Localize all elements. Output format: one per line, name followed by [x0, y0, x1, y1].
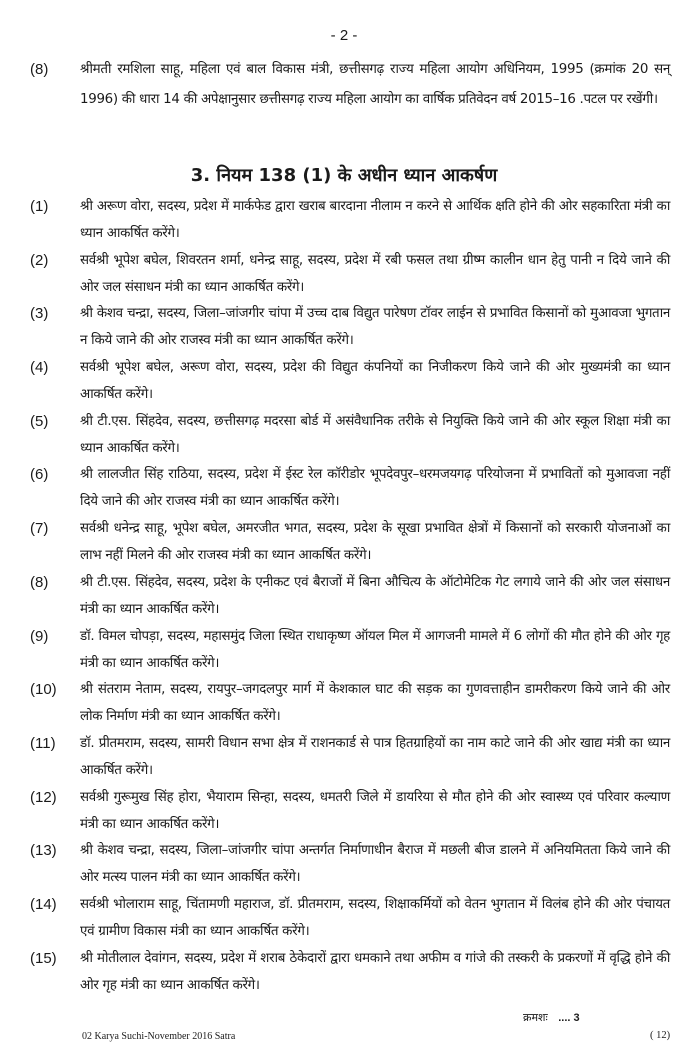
item-text: श्रीमती रमशिला साहू, महिला एवं बाल विकास मंत्री, छत्तीसगढ़ राज्य महिला आयोग अधिनियम, 1995 (क्रमांक 20 सन् 1996) की धारा 14 की अपेक्षानुसार छत्तीसगढ़ राज्य महिला आयोग का वार्षिक प्रतिवेदन वर्ष 2015–16 .पटल पर रखेंगी।	[80, 62, 670, 107]
list-item	[30, 676, 670, 730]
item-text: श्री टी.एस. सिंहदेव, सदस्य, छत्तीसगढ़ मदरसा बोर्ड में असंवैधानिक तरीके से नियुक्ति किये जाने की ओर स्कूल शिक्षा मंत्री का ध्यान आकर्षित करेंगे।	[80, 414, 670, 456]
item-text: श्री केशव चन्द्रा, सदस्य, जिला–जांजगीर चांपा में उच्च दाब विद्युत पारेषण टॉवर लाईन से प्रभावित किसानों को मुआवजा भुगतान न किये जाने की ओर राजस्व मंत्री का ध्यान आकर्षित करेंगे।	[80, 306, 670, 348]
continued-label: क्रमशः	[523, 1011, 548, 1024]
item-number: (10)	[30, 681, 57, 698]
item-number: (7)	[30, 520, 49, 537]
list-item	[30, 837, 670, 891]
list-item	[30, 354, 670, 408]
item-text: सर्वश्री गुरूमुख सिंह होरा, भैयाराम सिन्हा, सदस्य, धमतरी जिले में डायरिया से मौत होने की ओर स्वास्थ्य एवं परिवार कल्याण मंत्री का ध्यान आकर्षित करेंगे।	[80, 790, 670, 832]
item-number: (15)	[30, 950, 57, 967]
continued-marker	[523, 1010, 580, 1025]
item-text: सर्वश्री भूपेश बघेल, शिवरतन शर्मा, धनेन्द्र साहू, सदस्य, प्रदेश में रबी फसल तथा ग्रीष्म कालीन धान हेतु पानी न दिये जाने की ओर जल संसाधन मंत्री का ध्यान आकर्षित करेंगे।	[80, 253, 670, 295]
list-item	[30, 784, 670, 838]
item-number: (2)	[30, 252, 49, 269]
list-item	[30, 945, 670, 999]
section-heading: 3. नियम 138 (1) के अधीन ध्यान आकर्षण	[190, 165, 498, 186]
item-text: श्री मोतीलाल देवांगन, सदस्य, प्रदेश में शराब ठेकेदारों द्वारा धमकाने तथा अफीम व गांजे की तस्करी के प्रकरणों में वृद्धि होने की ओर गृह मंत्री का ध्यान आकर्षित करेंगे।	[80, 951, 670, 993]
list-item	[30, 247, 670, 301]
item-text: डॉ. प्रीतमराम, सदस्य, सामरी विधान सभा क्षेत्र में राशनकार्ड से पात्र हितग्राहियों का नाम काटे जाने की ओर खाद्य मंत्री का ध्यान आकर्षित करेंगे।	[80, 736, 670, 778]
item-number: (8)	[30, 574, 49, 591]
item-number: (14)	[30, 896, 57, 913]
item-text: श्री टी.एस. सिंहदेव, सदस्य, प्रदेश के एनीकट एवं बैराजों में बिना औचित्य के ऑटोमेटिक गेट लगाये जाने की ओर जल संसाधन मंत्री का ध्यान आकर्षित करेंगे।	[80, 575, 670, 617]
item-number: (3)	[30, 305, 49, 322]
item-text: सर्वश्री भोलाराम साहू, चिंतामणी महाराज, डॉ. प्रीतमराम, सदस्य, शिक्षाकर्मियों को वेतन भुगतान में विलंब होने की ओर पंचायत एवं ग्रामीण विकास मंत्री का ध्यान आकर्षित करेंगे।	[80, 897, 670, 939]
item-number: (11)	[30, 735, 56, 752]
footer-file-name: 02 Karya Suchi-November 2016 Satra	[82, 1031, 236, 1042]
continued-page: .... 3	[558, 1012, 580, 1024]
item-text: श्री केशव चन्द्रा, सदस्य, जिला–जांजगीर चांपा अन्तर्गत निर्माणाधीन बैराज में मछली बीज डालने में अनियमितता किये जाने की ओर मत्स्य पालन मंत्री का ध्यान आकर्षित करेंगे।	[80, 843, 670, 885]
page-number: - 2 -	[330, 27, 358, 44]
item-number: (8)	[30, 61, 49, 78]
list-item	[30, 193, 670, 247]
list-item	[30, 891, 670, 945]
item-number: (13)	[30, 842, 57, 859]
list-item	[30, 515, 670, 569]
footer-page-number: ( 12)	[650, 1030, 671, 1041]
list-item	[30, 623, 670, 677]
list-item	[30, 55, 670, 109]
item-text: सर्वश्री भूपेश बघेल, अरूण वोरा, सदस्य, प्रदेश की विद्युत कंपनियों का निजीकरण किये जाने की ओर मुख्यमंत्री का ध्यान आकर्षित करेंगे।	[80, 360, 670, 402]
item-number: (1)	[30, 198, 49, 215]
item-number: (12)	[30, 789, 57, 806]
item-text: सर्वश्री धनेन्द्र साहू, भूपेश बघेल, अमरजीत भगत, सदस्य, प्रदेश के सूखा प्रभावित क्षेत्रों में किसानों को सरकारी योजनाओं का लाभ नहीं मिलने की ओर राजस्व मंत्री का ध्यान आकर्षित करेंगे।	[80, 521, 670, 563]
item-number: (5)	[30, 413, 49, 430]
item-text: श्री संतराम नेताम, सदस्य, रायपुर–जगदलपुर मार्ग में केशकाल घाट की सड़क का गुणवत्ताहीन डामरीकरण किये जाने की ओर लोक निर्माण मंत्री का ध्यान आकर्षित करेंगे।	[80, 682, 670, 724]
item-number: (9)	[30, 628, 49, 645]
item-text: श्री अरूण वोरा, सदस्य, प्रदेश में मार्कफेड द्वारा खराब बारदाना नीलाम न करने से आर्थिक क्षति होने की ओर सहकारिता मंत्री का ध्यान आकर्षित करेंगे।	[80, 199, 670, 241]
list-item	[30, 461, 670, 515]
list-item	[30, 408, 670, 462]
item-number: (4)	[30, 359, 49, 376]
list-item	[30, 300, 670, 354]
item-text: डॉ. विमल चोपड़ा, सदस्य, महासमुंद जिला स्थित राधाकृष्ण ऑयल मिल में आगजनी मामले में 6 लोगों की मौत होने की ओर गृह मंत्री का ध्यान आकर्षित करेंगे।	[80, 629, 670, 671]
item-number: (6)	[30, 466, 49, 483]
list-item	[30, 569, 670, 623]
item-text: श्री लालजीत सिंह राठिया, सदस्य, प्रदेश में ईस्ट रेल कॉरीडोर भूपदेवपुर–धरमजयगढ़ परियोजना में प्रभावितों को मुआवजा नहीं दिये जाने की ओर राजस्व मंत्री का ध्यान आकर्षित करेंगे।	[80, 467, 670, 509]
list-item	[30, 730, 670, 784]
